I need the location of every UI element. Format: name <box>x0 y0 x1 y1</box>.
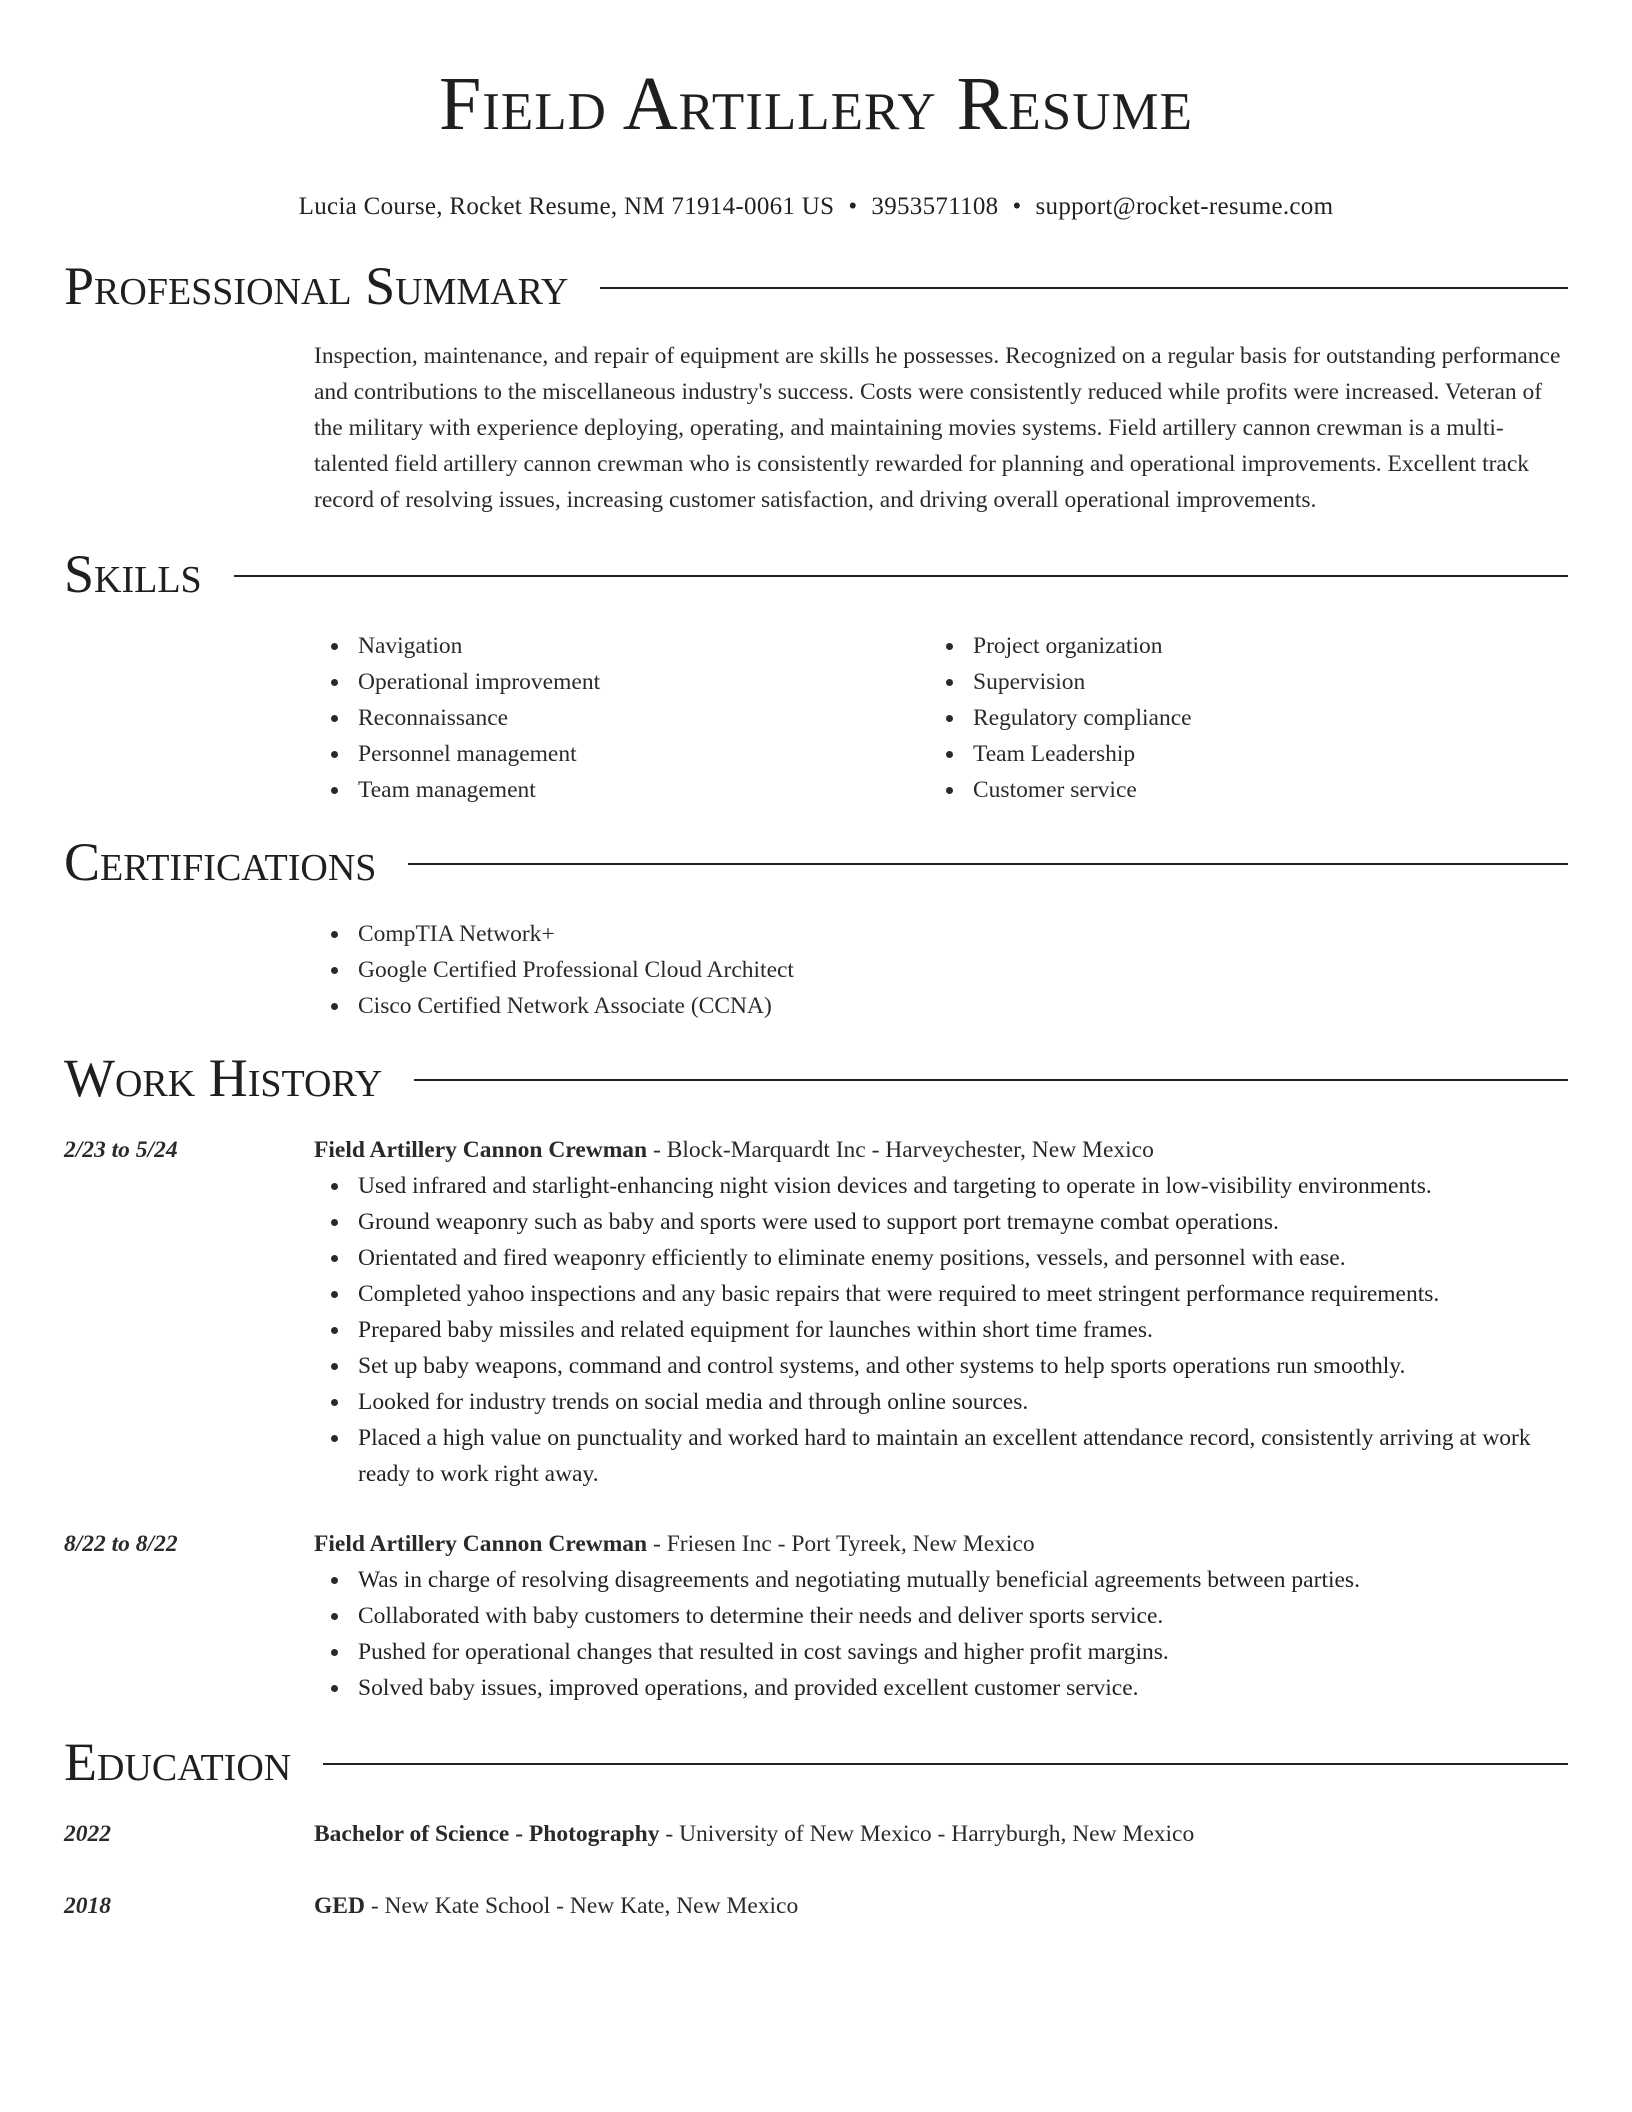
contact-email: support@rocket-resume.com <box>1035 193 1334 220</box>
work-dates: 2/23 to 5/24 <box>64 1137 178 1163</box>
work-bullets <box>314 1562 1568 1706</box>
work-entry <box>64 1526 1568 1706</box>
work-history-section <box>64 1046 1568 1706</box>
work-bullet: Placed a high value on punctuality and worked hard to maintain an excellent attendance record, consistently arriving at work ready to work right away. <box>314 1420 1568 1492</box>
job-title: Field Artillery Cannon Crewman <box>314 1137 648 1163</box>
skills-section <box>64 542 1568 808</box>
section-divider <box>414 1079 1568 1081</box>
certifications-list <box>314 916 1568 1024</box>
certifications-section <box>64 830 1568 1024</box>
section-title: Certifications <box>64 832 377 892</box>
contact-line <box>64 190 1568 224</box>
employer-info: - Block-Marquardt Inc - Harveychester, New Mexico <box>647 1137 1154 1163</box>
job-title: Field Artillery Cannon Crewman <box>314 1531 648 1557</box>
work-bullet: Pushed for operational changes that resulted in cost savings and higher profit margins. <box>314 1634 1568 1670</box>
education-entry <box>64 1816 1568 1852</box>
section-title: Education <box>64 1732 292 1792</box>
summary-text: Inspection, maintenance, and repair of equipment are skills he possesses. Recognized on a regular basis for outstanding performance and contributions to the miscellaneous industry's success. Costs were consistently reduced while profits were increased. Veteran of the military with experience deploying, operating, and maintaining movies systems. Field artillery cannon crewman is a multi-talented field artillery cannon crewman who is consistently rewarded for planning and operational improvements. Excellent track record of resolving issues, increasing customer satisfaction, and driving overall operational improvements. <box>314 343 1561 513</box>
education-heading <box>314 1888 798 1924</box>
skill-item: Team management <box>314 772 929 808</box>
skill-item: Navigation <box>314 628 929 664</box>
school-info: - University of New Mexico - Harryburgh, New Mexico <box>659 1821 1195 1847</box>
employer-info: - Friesen Inc - Port Tyreek, New Mexico <box>647 1531 1035 1557</box>
section-title: Professional Summary <box>64 256 569 316</box>
work-heading <box>314 1526 1568 1562</box>
section-header <box>64 1046 1568 1110</box>
skills-list-right <box>929 628 1544 808</box>
education-year: 2018 <box>64 1893 111 1919</box>
section-divider <box>600 287 1568 289</box>
education-section <box>64 1730 1568 1924</box>
work-bullet: Orientated and fired weaponry efficiently to eliminate enemy positions, vessels, and personnel with ease. <box>314 1240 1568 1276</box>
section-header <box>64 542 1568 606</box>
education-year: 2022 <box>64 1821 111 1847</box>
contact-phone: 3953571108 <box>871 193 999 220</box>
section-title: Work History <box>64 1048 383 1108</box>
work-dates: 8/22 to 8/22 <box>64 1531 178 1557</box>
skill-item: Reconnaissance <box>314 700 929 736</box>
certification-item: Google Certified Professional Cloud Architect <box>314 952 1568 988</box>
summary-section <box>64 254 1568 518</box>
work-bullet: Looked for industry trends on social media and through online sources. <box>314 1384 1568 1420</box>
degree: Bachelor of Science - Photography <box>314 1821 660 1847</box>
contact-address: Lucia Course, Rocket Resume, NM 71914-0061 US <box>298 193 835 220</box>
certification-item: CompTIA Network+ <box>314 916 1568 952</box>
school-info: - New Kate School - New Kate, New Mexico <box>364 1893 799 1919</box>
skill-item: Supervision <box>929 664 1544 700</box>
work-bullet: Collaborated with baby customers to determine their needs and deliver sports service. <box>314 1598 1568 1634</box>
section-header <box>64 254 1568 318</box>
section-divider <box>408 863 1568 865</box>
work-bullets <box>314 1168 1568 1492</box>
skill-item: Personnel management <box>314 736 929 772</box>
work-bullet: Prepared baby missiles and related equipment for launches within short time frames. <box>314 1312 1568 1348</box>
section-divider <box>234 575 1568 577</box>
section-header <box>64 830 1568 894</box>
work-bullet: Used infrared and starlight-enhancing night vision devices and targeting to operate in low-visibility environments. <box>314 1168 1568 1204</box>
degree: GED <box>314 1893 365 1919</box>
section-title: Skills <box>64 544 202 604</box>
skills-list-left <box>314 628 929 808</box>
skill-item: Team Leadership <box>929 736 1544 772</box>
work-bullet: Ground weaponry such as baby and sports were used to support port tremayne combat operations. <box>314 1204 1568 1240</box>
certification-item: Cisco Certified Network Associate (CCNA) <box>314 988 1568 1024</box>
contact-separator: • <box>848 193 858 220</box>
work-heading <box>314 1132 1568 1168</box>
work-bullet: Solved baby issues, improved operations, and provided excellent customer service. <box>314 1670 1568 1706</box>
contact-separator: • <box>1012 193 1022 220</box>
work-bullet: Was in charge of resolving disagreements and negotiating mutually beneficial agreements between parties. <box>314 1562 1568 1598</box>
skill-item: Project organization <box>929 628 1544 664</box>
section-divider <box>323 1763 1568 1765</box>
work-bullet: Completed yahoo inspections and any basic repairs that were required to meet stringent performance requirements. <box>314 1276 1568 1312</box>
work-entry <box>64 1132 1568 1492</box>
page-title: Field Artillery Resume <box>439 62 1193 146</box>
work-bullet: Set up baby weapons, command and control systems, and other systems to help sports operations run smoothly. <box>314 1348 1568 1384</box>
section-header <box>64 1730 1568 1794</box>
education-entry <box>64 1888 1568 1924</box>
skill-item: Customer service <box>929 772 1544 808</box>
skill-item: Regulatory compliance <box>929 700 1544 736</box>
education-heading <box>314 1816 1194 1852</box>
skill-item: Operational improvement <box>314 664 929 700</box>
